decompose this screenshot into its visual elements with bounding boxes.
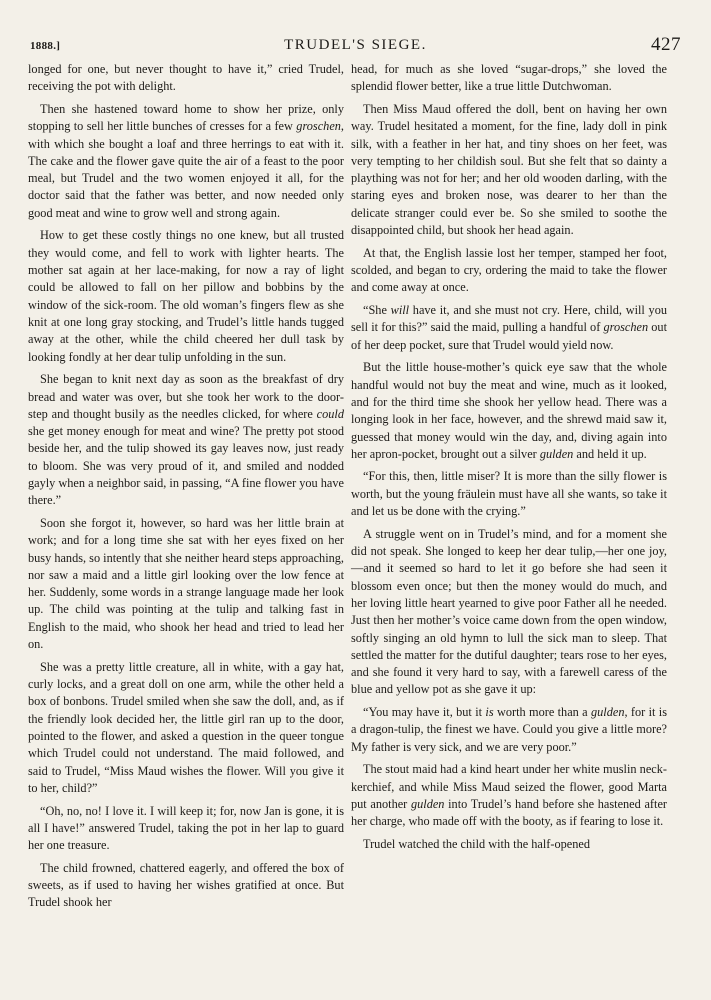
text-run: “For this, then, little miser? It is more than the silly flower is worth, but the young fräulein must have all she wants, so take it and let us be done with the crying.” <box>351 469 667 519</box>
text-run: A struggle went on in Trudel’s mind, and for a moment she did not speak. She longed to keep her dear tulip,—her one joy,—and it seemed so hard to let it go before she had seen it blossom even once; but then the money would do much, and her loving little heart yearned to give poor Father all he needed. Just then her mother’s voice came down from the open window, softly singing an old hymn to lull the sick man to sleep. That settled the matter for the dutiful daughter; tears rose to her eyes, and she found it very hard to say, with a farewell caress of the blue and yellow pot as she gave it up: <box>351 526 667 697</box>
right-column <box>351 61 667 859</box>
paragraph <box>351 468 667 520</box>
paragraph <box>351 101 667 239</box>
paragraph <box>28 101 344 222</box>
italic-text: groschen <box>296 119 341 134</box>
text-run: At that, the English lassie lost her temper, stamped her foot, scolded, and began to cry, ordering the maid to take the flower and come away at once. <box>351 245 667 295</box>
italic-text: is <box>485 705 494 720</box>
text-run: have it, and she must not cry. Here, child, will you sell it for this?” said the maid, pulling a handful of <box>351 303 667 335</box>
paragraph <box>28 515 344 653</box>
paragraph <box>351 704 667 756</box>
text-run: , with which she bought a loaf and three herrings to eat with it. The cake and the flower gave quite the air of a feast to the poor meal, but Trudel and the two women enjoyed it all, for the doctor said that the father was better, and now needed only good meat and wine to grow well and strong again. <box>28 119 344 220</box>
text-run: “Oh, no, no! I love it. I will keep it; for, now Jan is gone, it is all I have!” answered Trudel, taking the pot in her lap to guard her one treasure. <box>28 803 344 853</box>
text-run: The child frowned, chattered eagerly, and offered the box of sweets, as if used to having her wishes gratified at once. But Trudel shook her <box>28 860 344 910</box>
text-run: Then she hastened toward home to show her prize, only stopping to sell her little bunches of cresses for a few <box>28 101 344 134</box>
text-run: She was a pretty little creature, all in white, with a gay hat, curly locks, and a great doll on one arm, while the other held a box of bonbons. Trudel smiled when she saw the doll, and, as if the friendly look decided her, the little girl ran up to the door, pointed to the flower, and asked a question in the queer tongue which Trudel could not understand. The maid followed, and said to Trudel, “Miss Maud wishes the flower. Will you give it to her, child?” <box>28 659 344 795</box>
text-run: head, for much as she loved “sugar-drops,” she loved the splendid flower better, like a true little Dutchwoman. <box>351 62 667 94</box>
page-number: 427 <box>651 34 681 55</box>
paragraph <box>351 61 667 96</box>
text-run: She began to knit next day as soon as the breakfast of dry bread and water was over, but she took her work to the door-step and thought busily as the needles clicked, for where <box>28 372 344 421</box>
header-year: 1888.] <box>30 40 61 52</box>
text-run: she get money enough for meat and wine? The pretty pot stood beside her, and the tulip showed its gay leaves now, just ready to bloom. She was very proud of it, and smiled and nodded gayly when a neighbor said, in passing, “A fine flower you have there.” <box>28 424 344 508</box>
paragraph <box>351 245 667 297</box>
text-run: into Trudel’s hand before she hastened after her charge, who made off with the booty, as if fearing to lose it. <box>351 797 667 829</box>
italic-text: will <box>390 303 410 318</box>
italic-text: could <box>316 406 344 421</box>
paragraph <box>351 359 667 463</box>
text-run: out of her deep pocket, sure that Trudel would yield now. <box>351 320 667 352</box>
paragraph <box>28 860 344 912</box>
paragraph <box>351 302 667 354</box>
left-column <box>28 61 344 917</box>
paragraph <box>351 761 667 830</box>
italic-text: gulden <box>539 446 574 461</box>
text-run: But the little house-mother’s quick eye saw that the whole handful would not buy the meat and wine, much as it looked, and for the third time she shook her yellow head. There was a longing look in her face, however, and the shrewd maid saw it, guessed that money would win the day, and, diving again into her apron-pocket, brought out a silver <box>351 360 667 461</box>
header-title: TRUDEL'S SIEGE. <box>284 37 427 53</box>
text-run: The stout maid had a kind heart under her white muslin neck-kerchief, and while Miss Maud seized the flower, good Marta put another <box>351 762 667 811</box>
paragraph <box>351 526 667 699</box>
running-header <box>30 34 681 64</box>
text-run: Then Miss Maud offered the doll, bent on having her own way. Trudel hesitated a moment, for the fine, lady doll in pink silk, with a feather in her hat, and tiny shoes on her feet, was very tempting to her childish soul. But she felt that so dainty a plaything was not for her; and her old wooden darling, with the staring eyes and broken nose, was dearer to her than the delicate stranger could ever be. So she smiled to soothe the disappointed child, but shook her head again. <box>351 101 667 238</box>
paragraph <box>28 61 344 96</box>
text-run: How to get these costly things no one knew, but all trusted they would come, and fell to work with lighter hearts. The mother sat again at her lace-making, for now a ray of light could be allowed to fall on her pillow and bobbins by the window of the sick-room. The old woman’s fingers flew as she knit at one long gray stocking, and Trudel’s little hands tugged away at the other, while the child cheered her dull task by looking fondly at her dear tulip unfolding in the sun. <box>28 228 344 364</box>
text-run: Trudel watched the child with the half-opened <box>363 836 590 851</box>
paragraph <box>351 836 667 853</box>
italic-text: groschen <box>603 320 649 335</box>
text-run: and held it up. <box>573 446 647 461</box>
text-run: worth more than a <box>493 705 591 720</box>
italic-text: gulden <box>410 797 445 811</box>
text-run: “She <box>363 303 391 318</box>
paragraph <box>28 227 344 365</box>
text-run: , for it is a dragon-tulip, the finest we have. Could you give a little more? My father is very sick, and we are very poor.” <box>351 705 667 754</box>
italic-text: gulden <box>591 705 625 720</box>
paragraph <box>28 803 344 855</box>
paragraph <box>28 659 344 797</box>
text-run: Soon she forgot it, however, so hard was her little brain at work; and for a long time she sat with her eyes fixed on her busy hands, so intently that she neither heard steps approaching, nor saw a maid and a little girl looking over the low fence at her. Suddenly, some words in a strange language made her look up. The child was pointing at the tulip and talking fast in English to the maid, who shook her head and tried to lead her on. <box>28 515 344 652</box>
text-run: “You may have it, but it <box>363 705 486 720</box>
paragraph <box>28 371 344 509</box>
text-run: longed for one, but never thought to have it,” cried Trudel, receiving the pot with delight. <box>28 62 344 94</box>
